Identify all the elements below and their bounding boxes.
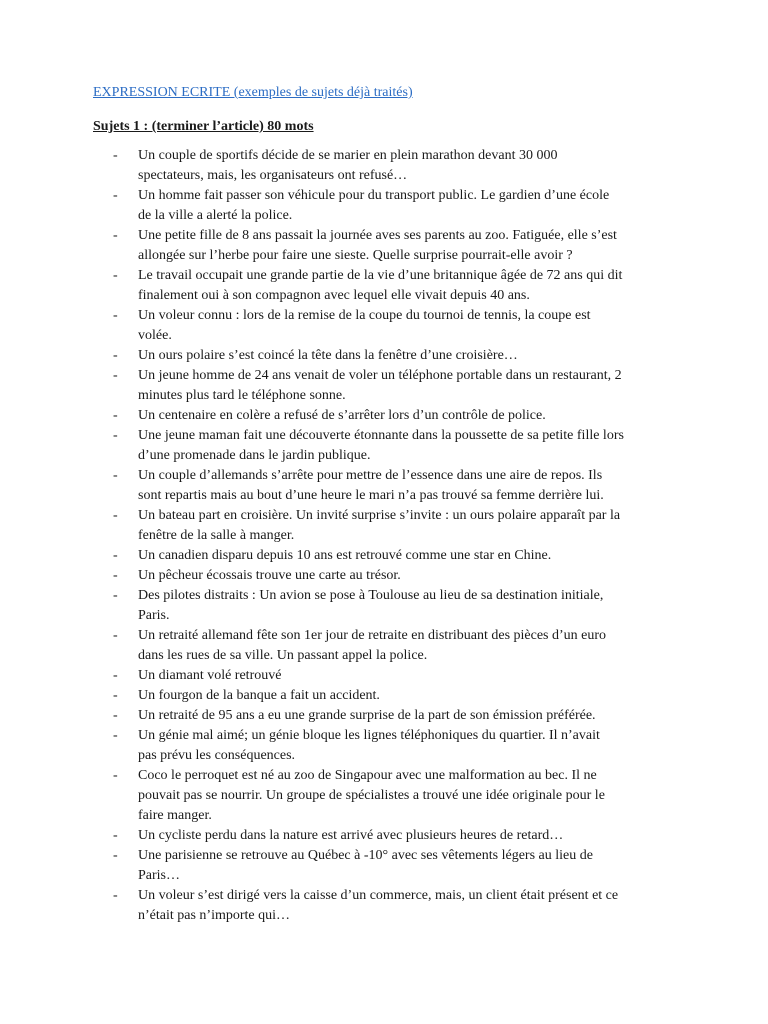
bullet-dash: - — [113, 408, 118, 423]
list-item — [93, 366, 688, 406]
list-item — [93, 506, 688, 546]
list-item-text-line: Le travail occupait une grande partie de la vie d’une britannique âgée de 72 ans qui dit — [138, 268, 623, 283]
list-item — [93, 726, 688, 766]
list-item — [93, 146, 688, 186]
list-item-text-line: Un centenaire en colère a refusé de s’arrêter lors d’un contrôle de police. — [138, 408, 546, 423]
bullet-dash: - — [113, 848, 118, 863]
list-item-text-line: allongée sur l’herbe pour faire une sieste. Quelle surprise pourrait-elle avoir ? — [138, 248, 573, 263]
list-item-text-line: n’était pas n’importe qui… — [138, 908, 291, 923]
list-item — [93, 306, 688, 346]
list-item — [93, 566, 688, 586]
bullet-dash: - — [113, 348, 118, 363]
bullet-dash: - — [113, 768, 118, 783]
list-item-text-line: Un pêcheur écossais trouve une carte au trésor. — [138, 568, 401, 583]
list-item-text-line: Un homme fait passer son véhicule pour du transport public. Le gardien d’une école — [138, 188, 610, 203]
list-item — [93, 426, 688, 466]
bullet-dash: - — [113, 688, 118, 703]
list-item-text-line: finalement oui à son compagnon avec lequel elle vivait depuis 40 ans. — [138, 288, 530, 303]
list-item — [93, 586, 688, 626]
list-item-text-line: Un bateau part en croisière. Un invité surprise s’invite : un ours polaire apparaît par la — [138, 508, 621, 523]
list-item — [93, 626, 688, 666]
list-item-text-line: Une petite fille de 8 ans passait la journée aves ses parents au zoo. Fatiguée, elle s’est — [138, 228, 617, 243]
list-item-text-line: Une jeune maman fait une découverte étonnante dans la poussette de sa petite fille lors — [138, 428, 624, 443]
list-item — [93, 686, 688, 706]
bullet-dash: - — [113, 828, 118, 843]
list-item — [93, 706, 688, 726]
list-item-text-line: Un fourgon de la banque a fait un accident. — [138, 688, 380, 703]
bullet-dash: - — [113, 708, 118, 723]
bullet-dash: - — [113, 228, 118, 243]
bullet-dash: - — [113, 308, 118, 323]
bullet-dash: - — [113, 668, 118, 683]
bullet-dash: - — [113, 888, 118, 903]
list-item-text-line: Des pilotes distraits : Un avion se pose à Toulouse au lieu de sa destination initiale, — [138, 588, 604, 603]
list-item — [93, 266, 688, 306]
list-item-text-line: Un couple de sportifs décide de se marier en plein marathon devant 30 000 — [138, 148, 558, 163]
bullet-dash: - — [113, 428, 118, 443]
list-item-text-line: Un génie mal aimé; un génie bloque les lignes téléphoniques du quartier. Il n’avait — [138, 728, 600, 743]
list-item — [93, 226, 688, 266]
list-item-text-line: Un jeune homme de 24 ans venait de voler un téléphone portable dans un restaurant, 2 — [138, 368, 622, 383]
list-item — [93, 666, 688, 686]
list-item — [93, 346, 688, 366]
list-item — [93, 886, 688, 926]
list-item — [93, 766, 688, 826]
bullet-dash: - — [113, 628, 118, 643]
list-item-text-line: Un voleur connu : lors de la remise de la coupe du tournoi de tennis, la coupe est — [138, 308, 591, 323]
list-item-text-line: de la ville a alerté la police. — [138, 208, 293, 223]
list-item-text-line: Une parisienne se retrouve au Québec à -10° avec ses vêtements légers au lieu de — [138, 848, 593, 863]
list-item-text-line: sont repartis mais au bout d’une heure le mari n’a pas trouvé sa femme derrière lui. — [138, 488, 604, 503]
list-item — [93, 546, 688, 566]
bullet-dash: - — [113, 188, 118, 203]
list-item — [93, 826, 688, 846]
list-item-text-line: faire manger. — [138, 808, 212, 823]
bullet-dash: - — [113, 148, 118, 163]
section-title: Sujets 1 : (terminer l’article) 80 mots — [93, 119, 314, 134]
list-item — [93, 846, 688, 886]
bullet-dash: - — [113, 728, 118, 743]
list-item — [93, 406, 688, 426]
list-item-text-line: Un voleur s’est dirigé vers la caisse d’un commerce, mais, un client était présent et ce — [138, 888, 619, 903]
list-item-text-line: Un canadien disparu depuis 10 ans est retrouvé comme une star en Chine. — [138, 548, 552, 563]
list-item-text-line: spectateurs, mais, les organisateurs ont refusé… — [138, 168, 408, 183]
document-title: EXPRESSION ECRITE (exemples de sujets déjà traités) — [93, 85, 413, 100]
bullet-dash: - — [113, 588, 118, 603]
list-item-text-line: Un diamant volé retrouvé — [138, 668, 282, 683]
list-item-text-line: Un retraité de 95 ans a eu une grande surprise de la part de son émission préférée. — [138, 708, 596, 723]
list-item-text-line: Un retraité allemand fête son 1er jour de retraite en distribuant des pièces d’un euro — [138, 628, 607, 643]
list-item-text-line: pas prévu les conséquences. — [138, 748, 296, 763]
list-item-text-line: Coco le perroquet est né au zoo de Singapour avec une malformation au bec. Il ne — [138, 768, 597, 783]
bullet-dash: - — [113, 568, 118, 583]
list-item — [93, 186, 688, 226]
list-item-text-line: Un couple d’allemands s’arrête pour mettre de l’essence dans une aire de repos. Ils — [138, 468, 603, 483]
list-item-text-line: Un ours polaire s’est coincé la tête dans la fenêtre d’une croisière… — [138, 348, 518, 363]
bullet-dash: - — [113, 508, 118, 523]
list-item — [93, 466, 688, 506]
list-item-text-line: Paris. — [138, 608, 170, 623]
bullet-dash: - — [113, 468, 118, 483]
bullet-dash: - — [113, 548, 118, 563]
list-item-text-line: pouvait pas se nourrir. Un groupe de spécialistes a trouvé une idée originale pour le — [138, 788, 605, 803]
list-item-text-line: Paris… — [138, 868, 180, 883]
list-item-text-line: volée. — [138, 328, 172, 343]
subject-list — [93, 146, 688, 926]
list-item-text-line: d’une promenade dans le jardin publique. — [138, 448, 371, 463]
list-item-text-line: minutes plus tard le téléphone sonne. — [138, 388, 346, 403]
bullet-dash: - — [113, 268, 118, 283]
list-item-text-line: dans les rues de sa ville. Un passant appel la police. — [138, 648, 428, 663]
bullet-dash: - — [113, 368, 118, 383]
list-item-text-line: fenêtre de la salle à manger. — [138, 528, 295, 543]
list-item-text-line: Un cycliste perdu dans la nature est arrivé avec plusieurs heures de retard… — [138, 828, 564, 843]
